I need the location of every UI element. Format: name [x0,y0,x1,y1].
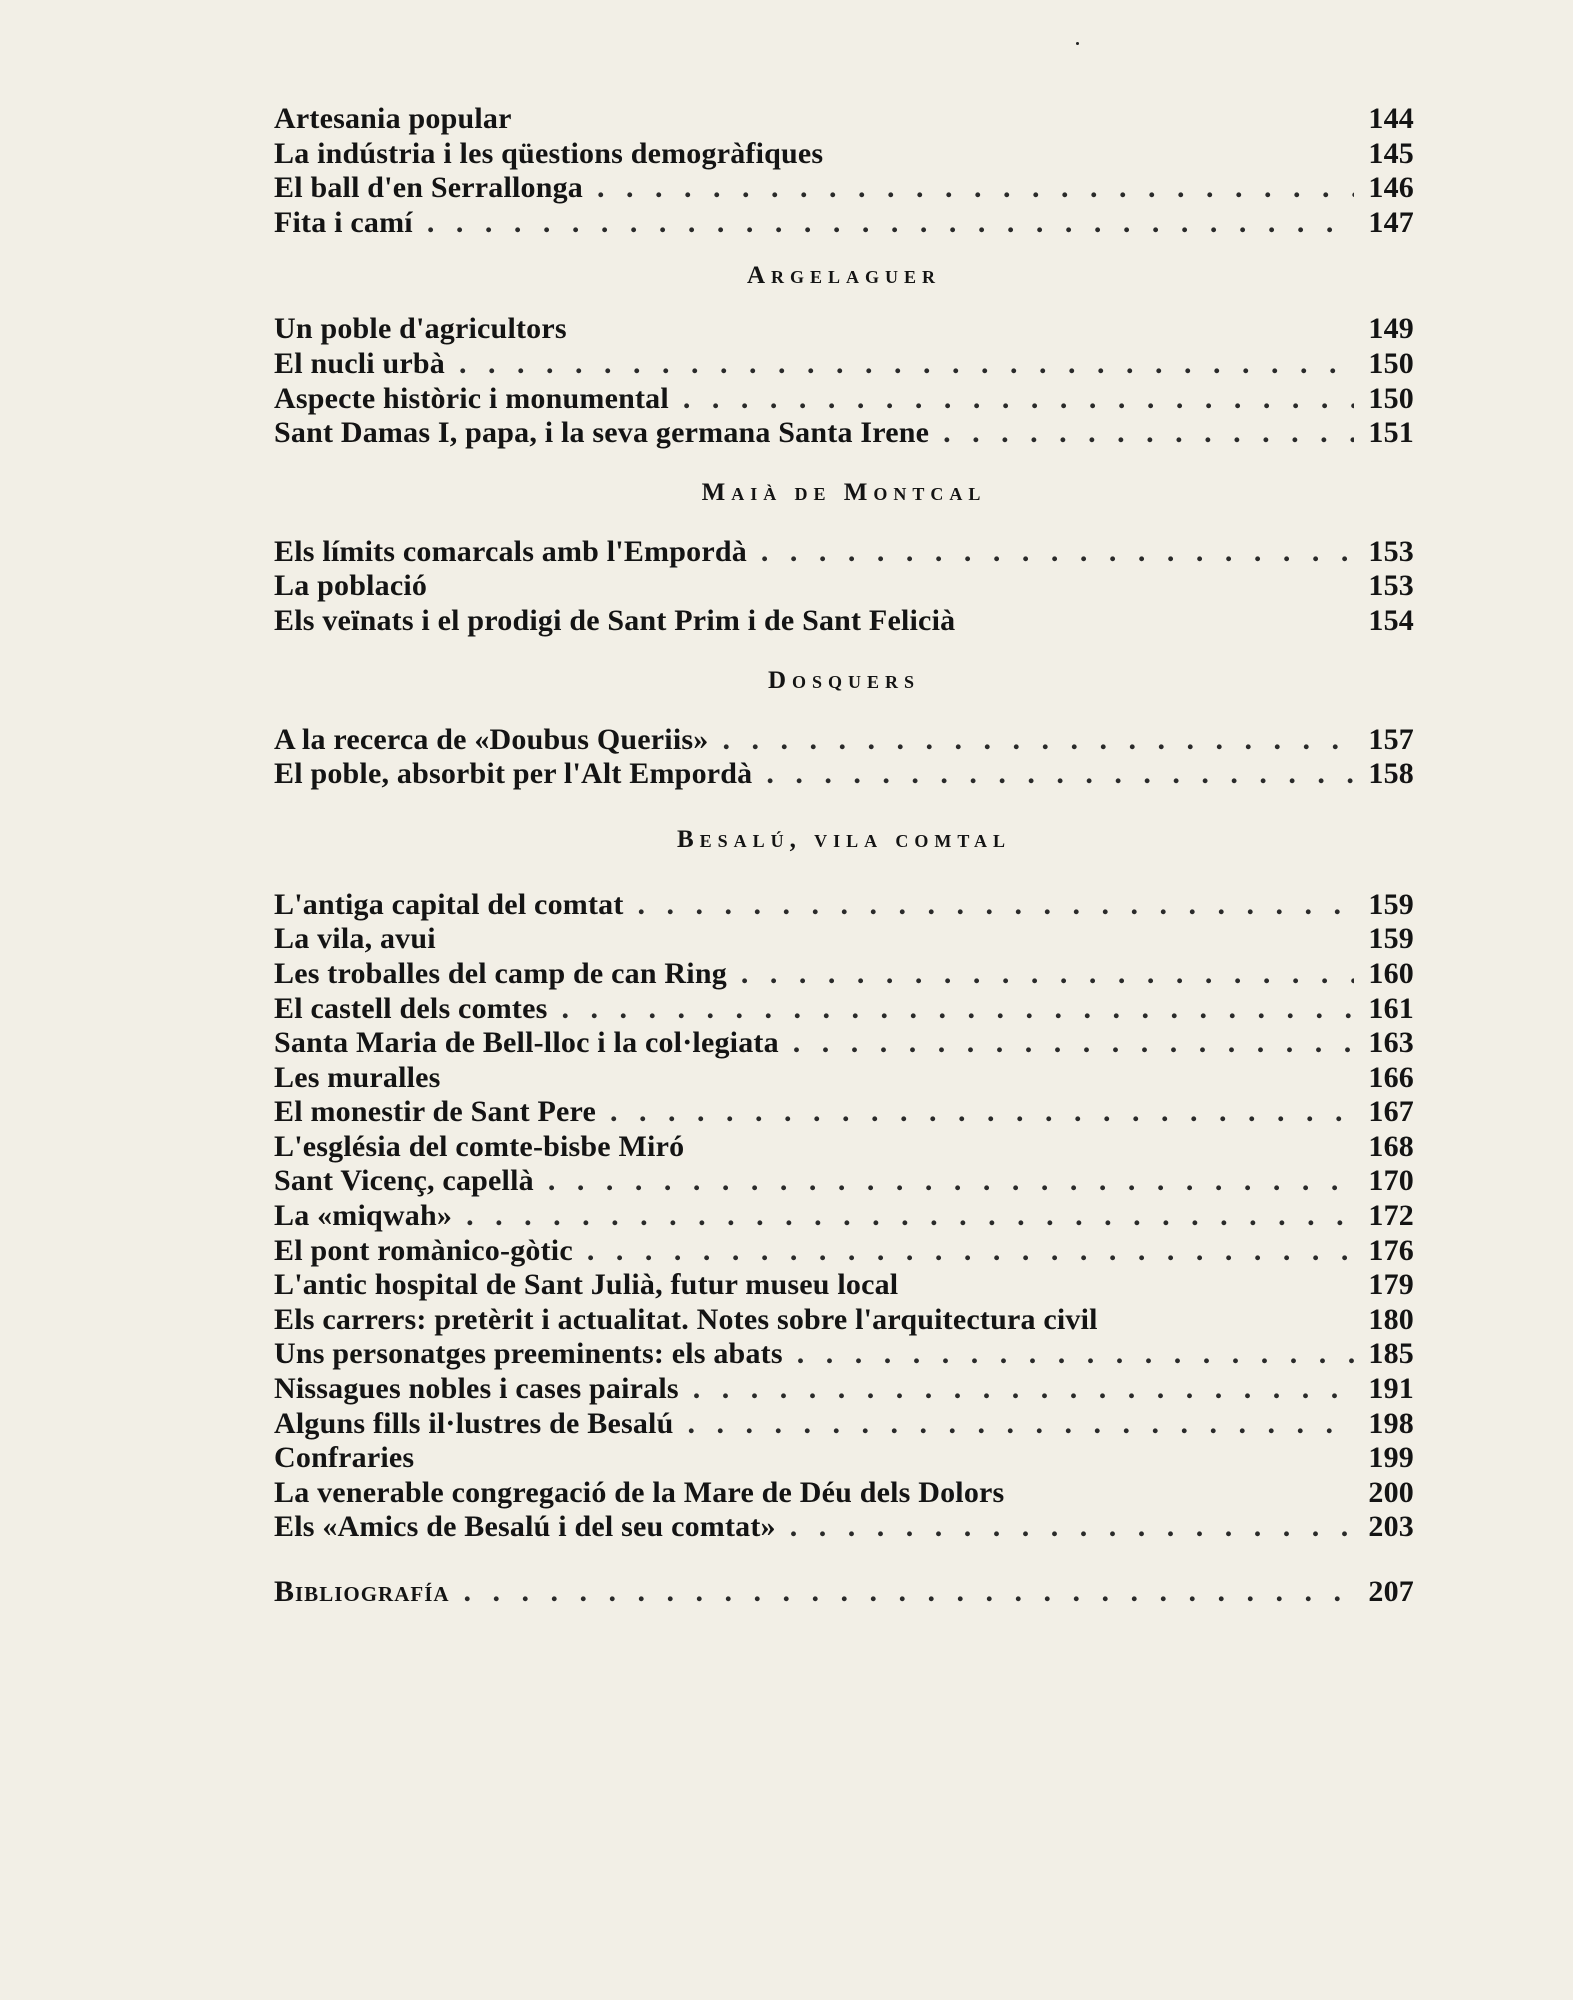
leader-dots [466,1199,1354,1234]
entry-page: 158 [1368,757,1414,791]
leader-dots [797,1337,1354,1372]
entry-page: 145 [1368,136,1414,170]
entry-title: Uns personatges preeminents: els abats [274,1337,783,1371]
entry-title: L'església del comte-bisbe Miró [274,1129,685,1163]
toc-entry [274,416,1414,451]
entry-page: 207 [1368,1575,1414,1608]
entry-title: La població [274,569,428,603]
leader-dots [683,382,1354,417]
entry-page: 146 [1368,171,1414,205]
toc-entry [274,757,1414,792]
leader-dots [687,1407,1354,1442]
entry-page: 150 [1368,381,1414,415]
leader-dots [722,723,1354,758]
toc-entry [274,1199,1414,1234]
entry-title: Fita i camí [274,205,413,239]
entry-page: 166 [1368,1060,1414,1094]
entry-title: A la recerca de «Doubus Queriis» [274,722,709,756]
leader-dots [459,347,1354,382]
leader-dots [761,535,1354,570]
entry-page: 144 [1368,102,1414,135]
entry-page: 149 [1368,312,1414,346]
leader-dots [587,1234,1354,1269]
entry-title: Santa Maria de Bell-lloc i la col·legiata [274,1026,779,1060]
toc-entry [274,888,1414,923]
toc-entry [274,1130,1414,1165]
toc-entry [274,382,1414,417]
section-heading: Dosquers [767,666,921,694]
leader-dots [741,957,1354,992]
entry-page: 203 [1368,1510,1414,1544]
entry-page: 147 [1368,205,1414,239]
section-heading: Argelaguer [746,262,942,290]
toc-entry [274,922,1414,957]
entry-page: 160 [1368,956,1414,990]
leader-dots [562,992,1354,1027]
toc-entry [274,1303,1414,1338]
toc-entry [274,957,1414,992]
entry-page: 167 [1368,1095,1414,1129]
entry-page: 200 [1368,1475,1414,1509]
entry-title: La indústria i les qüestions demogràfiques [274,136,824,170]
entry-page: 170 [1368,1164,1414,1198]
entry-title: Els límits comarcals amb l'Empordà [274,534,747,568]
entry-title: La venerable congregació de la Mare de Déu dels Dolors [274,1475,1005,1509]
entry-title: Sant Vicenç, capellà [274,1164,534,1198]
toc-entry [274,1337,1414,1372]
toc-entry [274,992,1414,1027]
entry-title: Un poble d'agricultors [274,312,567,346]
toc-entry-bibliography [274,1575,1414,1610]
entry-title: Bibliografía [274,1575,450,1608]
entry-title: El ball d'en Serrallonga [274,171,584,205]
toc-entry [274,723,1414,758]
entry-page: 168 [1368,1129,1414,1163]
entry-title: Artesania popular [274,102,512,135]
entry-page: 179 [1368,1268,1414,1302]
toc-entry [274,206,1414,241]
leader-dots [943,416,1354,451]
leader-dots [597,171,1354,206]
leader-dots [427,206,1354,241]
entry-title: Els carrers: pretèrit i actualitat. Notes sobre l'arquitectura civil [274,1302,1098,1336]
page-mark [1076,42,1079,45]
entry-title: La vila, avui [274,922,436,956]
entry-page: 191 [1368,1372,1414,1406]
entry-title: El castell dels comtes [274,991,548,1025]
entry-title: El poble, absorbit per l'Alt Empordà [274,757,753,791]
entry-page: 198 [1368,1406,1414,1440]
table-of-contents [274,102,1414,1610]
entry-page: 153 [1368,534,1414,568]
leader-dots [610,1095,1354,1130]
toc-entry [274,1234,1414,1269]
entry-title: Els «Amics de Besalú i del seu comtat» [274,1510,776,1544]
toc-entry [274,604,1414,639]
entry-page: 154 [1368,603,1414,637]
toc-entry [274,535,1414,570]
entry-title: El nucli urbà [274,346,445,380]
toc-entry [274,312,1414,347]
entry-page: 153 [1368,569,1414,603]
entry-title: Les muralles [274,1060,441,1094]
toc-entry [274,102,1414,137]
leader-dots [464,1575,1354,1610]
toc-entry [274,1095,1414,1130]
toc-entry [274,1372,1414,1407]
toc-entry [274,1407,1414,1442]
entry-title: Aspecte històric i monumental [274,381,669,415]
entry-title: Les troballes del camp de can Ring [274,956,727,990]
leader-dots [790,1510,1354,1545]
toc-entry [274,1164,1414,1199]
toc-entry [274,137,1414,172]
leader-dots [766,757,1354,792]
entry-title: L'antiga capital del comtat [274,887,624,921]
toc-entry [274,1441,1414,1476]
section-heading: Besalú, vila comtal [676,825,1012,853]
toc-entry [274,347,1414,382]
entry-page: 159 [1368,922,1414,956]
entry-page: 176 [1368,1233,1414,1267]
entry-title: L'antic hospital de Sant Julià, futur museu local [274,1268,899,1302]
entry-title: Els veïnats i el prodigi de Sant Prim i de Sant Felicià [274,603,956,637]
entry-title: Alguns fills il·lustres de Besalú [274,1406,674,1440]
toc-entry [274,1268,1414,1303]
toc-entry [274,1476,1414,1511]
entry-page: 150 [1368,346,1414,380]
toc-entry [274,569,1414,604]
toc-entry [274,171,1414,206]
entry-page: 159 [1368,887,1414,921]
entry-title: Nissagues nobles i cases pairals [274,1372,679,1406]
entry-title: El pont romànico-gòtic [274,1233,573,1267]
toc-entry [274,1061,1414,1096]
entry-title: La «miqwah» [274,1199,453,1233]
entry-title: Confraries [274,1441,415,1475]
entry-page: 180 [1368,1302,1414,1336]
toc-entry [274,1510,1414,1545]
leader-dots [638,888,1354,923]
entry-page: 157 [1368,722,1414,756]
toc-entry [274,1026,1414,1061]
leader-dots [548,1164,1354,1199]
entry-page: 151 [1368,416,1414,450]
entry-page: 199 [1368,1441,1414,1475]
entry-title: Sant Damas I, papa, i la seva germana Santa Irene [274,416,930,450]
entry-page: 185 [1368,1337,1414,1371]
entry-page: 163 [1368,1026,1414,1060]
entry-title: El monestir de Sant Pere [274,1095,596,1129]
leader-dots [793,1026,1354,1061]
entry-page: 161 [1368,991,1414,1025]
section-heading: Maià de Montcal [701,478,987,506]
leader-dots [693,1372,1354,1407]
entry-page: 172 [1368,1199,1414,1233]
